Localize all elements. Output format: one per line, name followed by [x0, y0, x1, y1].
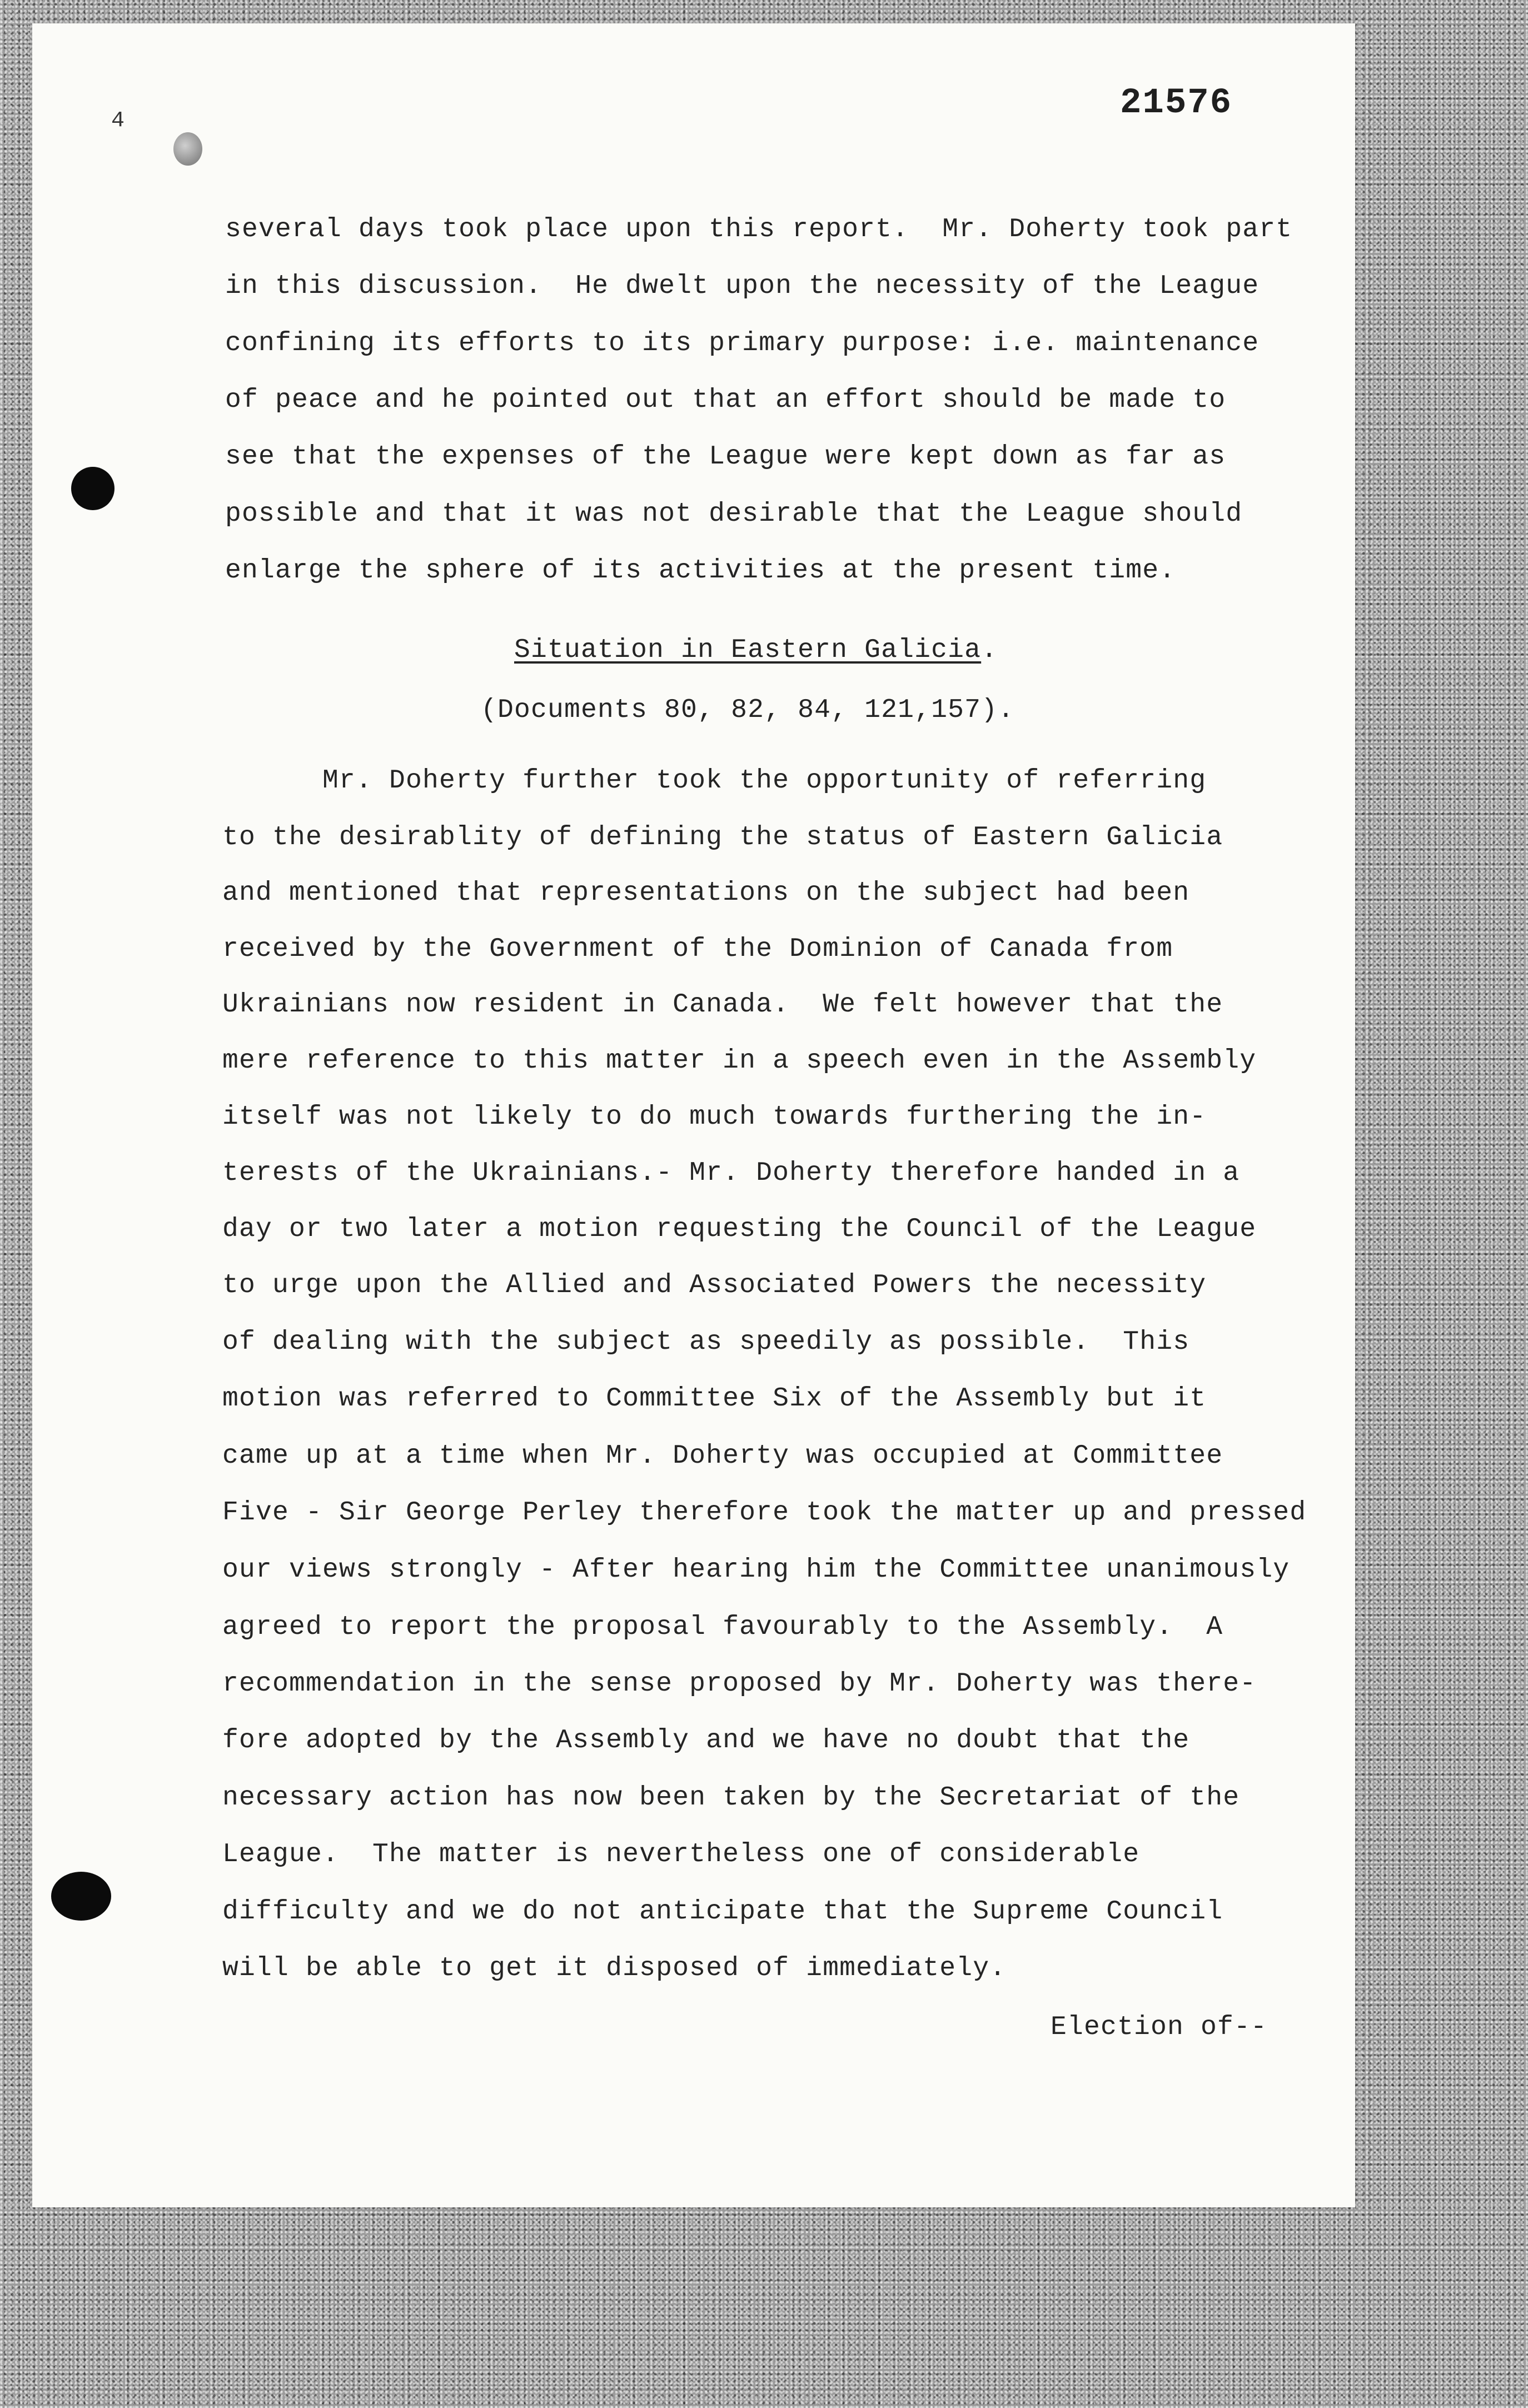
- text-line: Five - Sir George Perley therefore took the matter up and pressed: [222, 1498, 1307, 1528]
- text-line: terests of the Ukrainians.- Mr. Doherty therefore handed in a: [222, 1158, 1240, 1188]
- punch-hole-bottom: [51, 1872, 111, 1921]
- text-line: to urge upon the Allied and Associated Powers the necessity: [222, 1270, 1207, 1300]
- section-title-period: .: [981, 635, 998, 665]
- text-line: Ukrainians now resident in Canada. We felt however that the: [222, 990, 1223, 1020]
- text-line: enlarge the sphere of its activities at the present time.: [225, 556, 1176, 586]
- text-line: in this discussion. He dwelt upon the necessity of the League: [225, 271, 1260, 301]
- section-documents: (Documents 80, 82, 84, 121,157).: [481, 695, 1015, 725]
- text-line: motion was referred to Committee Six of the Assembly but it: [222, 1384, 1207, 1414]
- document-number: 21576: [1120, 83, 1233, 123]
- text-line: Mr. Doherty further took the opportunity of referring: [222, 766, 1207, 796]
- text-line: fore adopted by the Assembly and we have no doubt that the: [222, 1726, 1190, 1756]
- text-line: received by the Government of the Dominion of Canada from: [222, 934, 1173, 964]
- text-line: difficulty and we do not anticipate that the Supreme Council: [222, 1897, 1223, 1927]
- text-line: of peace and he pointed out that an effort should be made to: [225, 385, 1226, 415]
- section-title-text: Situation in Eastern Galicia: [514, 635, 982, 665]
- ink-blot: [173, 132, 202, 166]
- text-line: came up at a time when Mr. Doherty was occupied at Committee: [222, 1441, 1223, 1471]
- text-line: several days took place upon this report. Mr. Doherty took part: [225, 215, 1293, 245]
- punch-hole-top: [71, 467, 115, 510]
- text-line: mere reference to this matter in a speech even in the Assembly: [222, 1046, 1257, 1076]
- text-line: see that the expenses of the League were kept down as far as: [225, 442, 1226, 472]
- text-line: to the desirablity of defining the status of Eastern Galicia: [222, 822, 1223, 852]
- text-line: confining its efforts to its primary purpose: i.e. maintenance: [225, 328, 1260, 358]
- text-line: of dealing with the subject as speedily as possible. This: [222, 1327, 1190, 1357]
- text-line: possible and that it was not desirable that the League should: [225, 499, 1243, 529]
- page-marker: 4: [111, 108, 125, 133]
- text-line: necessary action has now been taken by the Secretariat of the: [222, 1783, 1240, 1813]
- text-line: recommendation in the sense proposed by Mr. Doherty was there-: [222, 1669, 1257, 1699]
- text-line: and mentioned that representations on the subject had been: [222, 878, 1190, 908]
- text-line: day or two later a motion requesting the Council of the League: [222, 1214, 1257, 1244]
- catchword: Election of--: [1051, 2012, 1268, 2042]
- text-line: itself was not likely to do much towards furthering the in-: [222, 1102, 1207, 1132]
- text-line: League. The matter is nevertheless one of considerable: [222, 1839, 1140, 1869]
- section-title: [514, 634, 998, 667]
- text-line: our views strongly - After hearing him the Committee unanimously: [222, 1555, 1290, 1585]
- text-line: agreed to report the proposal favourably to the Assembly. A: [222, 1612, 1223, 1642]
- text-line: will be able to get it disposed of immediately.: [222, 1953, 1007, 1983]
